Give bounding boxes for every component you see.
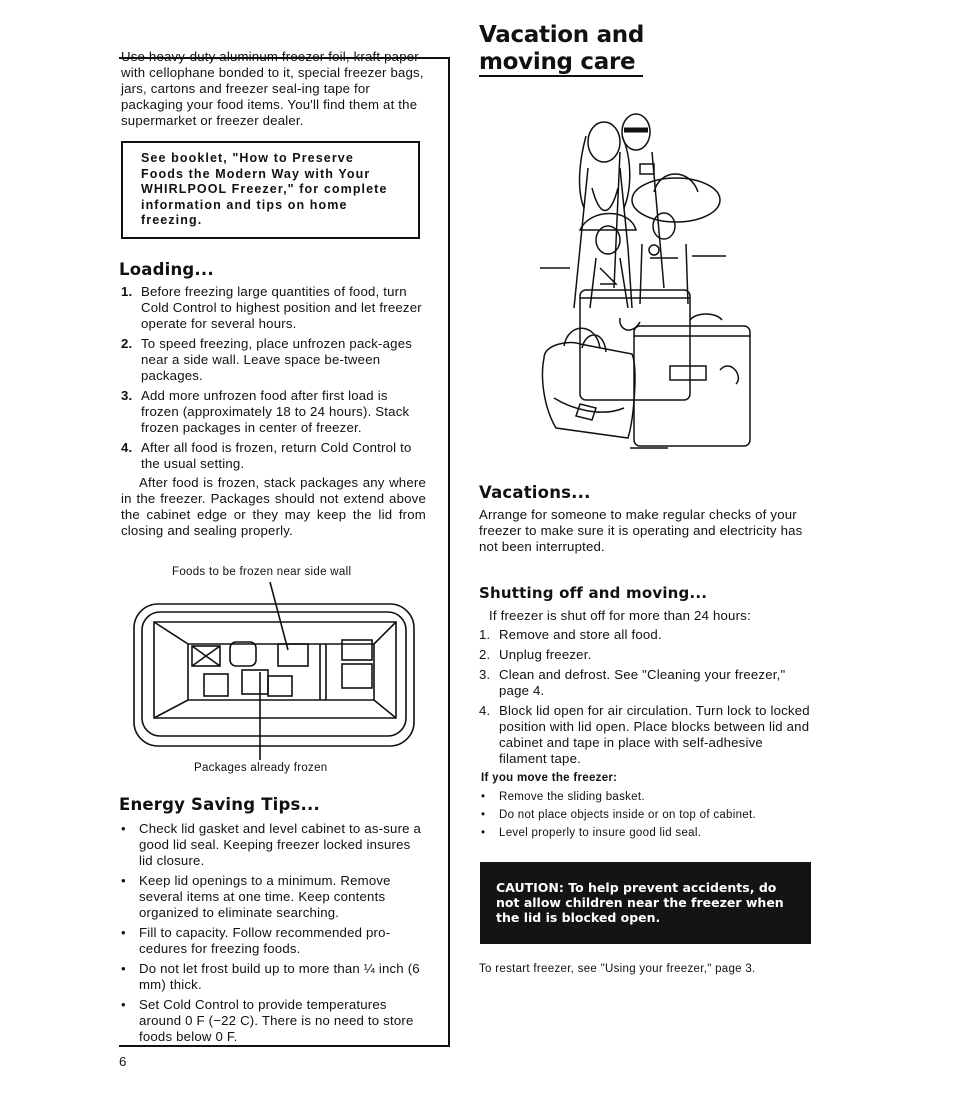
intro-paragraph: Use heavy-duty aluminum freezer foil, kraft paper with cellophane bonded to it, special freezer bags, jars, cartons and freezer seal-ing tape for packaging your food items. You'll find them at the supermarket or freezer dealer. — [121, 49, 424, 128]
diagram-caption-top: Foods to be frozen near side wall — [172, 566, 352, 578]
title-underline — [479, 75, 643, 77]
energy-heading: Energy Saving Tips... — [119, 795, 320, 814]
booklet-note-text: See booklet, "How to Preserve Foods the Modern Way with Your WHIRLPOOL Freezer," for complete information and tips on home freezing. — [141, 151, 388, 227]
freezer-packing-diagram — [130, 582, 420, 764]
family-luggage-illustration — [540, 108, 752, 464]
vacations-paragraph: Arrange for someone to make regular checks of your freezer to make sure it is operating and electricity has not been interrupted. — [479, 507, 803, 554]
diagram-caption-bottom: Packages already frozen — [194, 762, 328, 774]
list-item: 3. Clean and defrost. See "Cleaning your freezer," page 4. — [479, 667, 786, 698]
shutting-intro: If freezer is shut off for more than 24 hours: — [489, 608, 751, 623]
loading-heading: Loading... — [119, 260, 214, 279]
list-item: 3. Add more unfrozen food after first load is frozen (approximately 18 to 24 hours). Stack frozen packages in center of freezer. — [121, 388, 410, 435]
list-item: 2. To speed freezing, place unfrozen pack-ages near a side wall. Leave space be-tween packages. — [121, 336, 413, 383]
list-item: • Remove the sliding basket. — [481, 791, 645, 803]
list-item: • Set Cold Control to provide temperatures around 0 F (−22 C). There is no need to store foods below 0 F. — [121, 997, 414, 1044]
list-item: • Check lid gasket and level cabinet to as-sure a good lid seal. Keeping freezer locked insures lid closure. — [121, 821, 422, 868]
list-item: • Level properly to insure good lid seal. — [481, 827, 702, 839]
list-item: 1. Before freezing large quantities of food, turn Cold Control to highest position and let freezer operate for several hours. — [121, 284, 422, 331]
page-title: Vacation and moving care — [479, 22, 645, 75]
list-item: 4. Block lid open for air circulation. Turn lock to locked position with lid open. Place blocks between lid and cabinet and tape in place with self-adhesive filament tape. — [479, 703, 810, 766]
move-heading: If you move the freezer: — [481, 772, 618, 784]
list-item: • Fill to capacity. Follow recommended pro-cedures for freezing foods. — [121, 925, 391, 956]
caution-text: CAUTION: To help prevent accidents, do not allow children near the freezer when the lid is blocked open. — [496, 880, 784, 925]
caution-box — [480, 862, 811, 944]
restart-note: To restart freezer, see "Using your freezer," page 3. — [479, 963, 756, 975]
shutting-list — [479, 627, 812, 771]
shutting-heading: Shutting off and moving... — [479, 584, 708, 602]
loading-after-paragraph: After food is frozen, stack packages any where in the freezer. Packages should not extend above the cabinet edge or they may keep the lid from closing and sealing properly. — [121, 475, 426, 538]
list-item: 4. After all food is frozen, return Cold Control to the usual setting. — [121, 440, 412, 471]
energy-list — [119, 821, 427, 1049]
list-item: • Keep lid openings to a minimum. Remove several items at one time. Keep contents organized to eliminate searching. — [121, 873, 391, 920]
vacations-heading: Vacations... — [479, 483, 591, 502]
list-item: • Do not let frost build up to more than ¼ inch (6 mm) thick. — [121, 961, 420, 992]
list-item: 1. Remove and store all food. — [479, 627, 662, 642]
column-divider — [448, 57, 450, 1047]
list-item: 2. Unplug freezer. — [479, 647, 592, 662]
move-list — [479, 791, 814, 845]
list-item: • Do not place objects inside or on top of cabinet. — [481, 809, 756, 821]
loading-list — [121, 284, 426, 476]
page-number: 6 — [119, 1054, 127, 1069]
booklet-note-box — [121, 141, 420, 239]
